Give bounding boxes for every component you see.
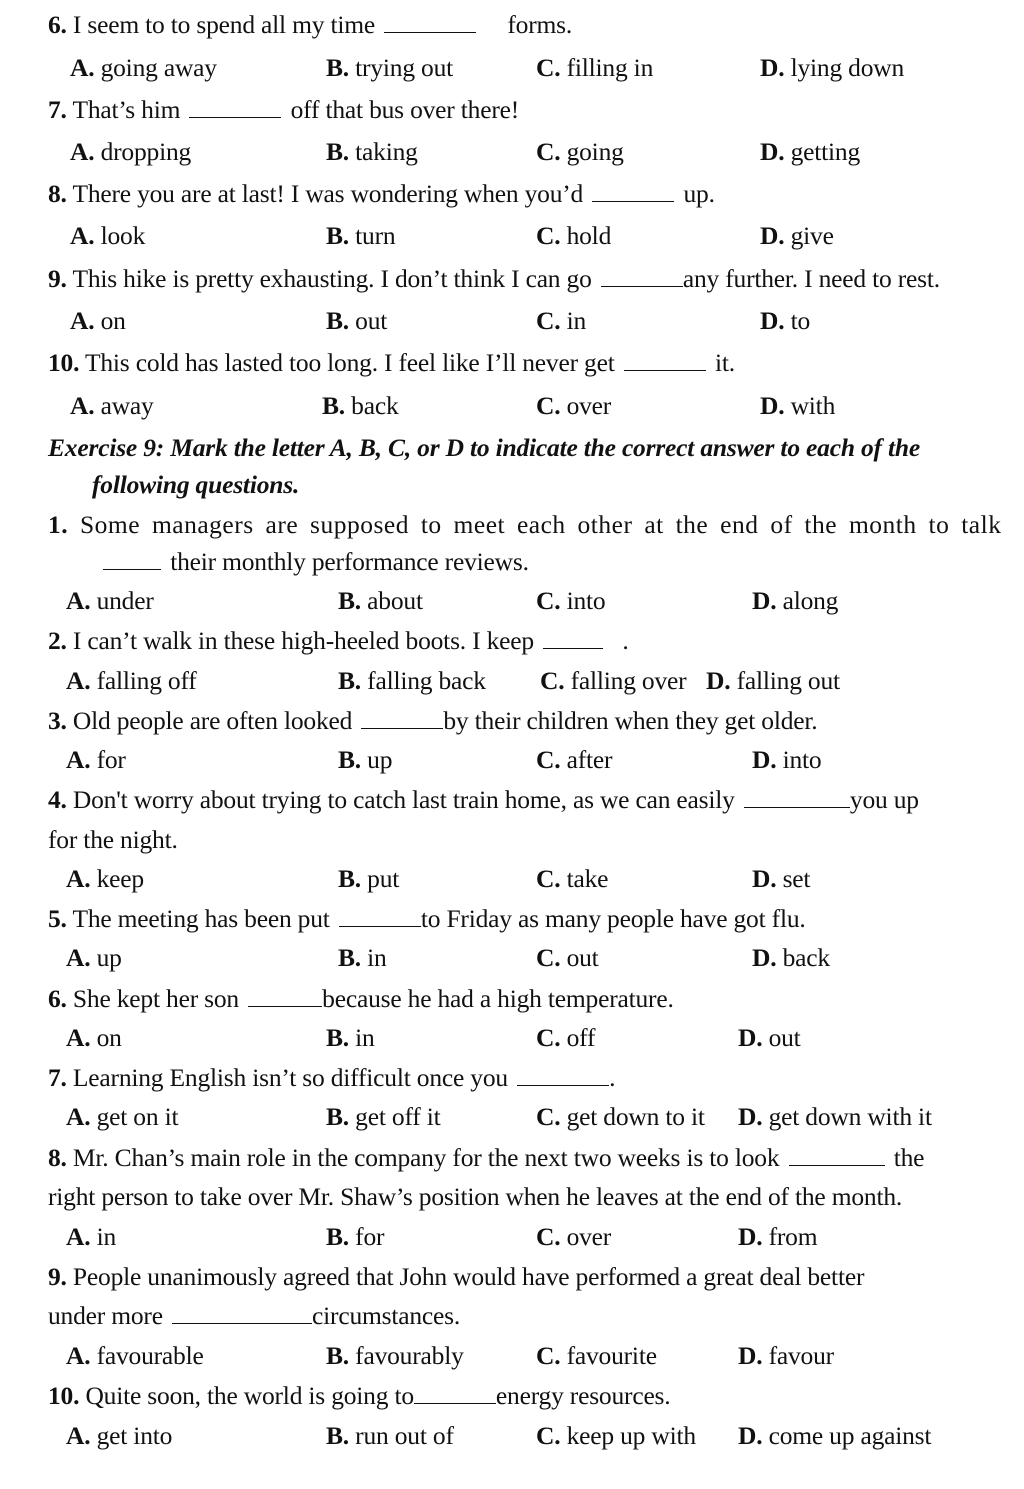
question-stem-line2: right person to take over Mr. Shaw’s position when he leaves at the end of the month. <box>48 1182 903 1211</box>
option-b[interactable]: B. favourably <box>326 1341 464 1370</box>
option-d[interactable]: D. back <box>752 943 830 972</box>
answer-blank[interactable] <box>414 1402 496 1404</box>
question-stem: 9. This hike is pretty exhausting. I don’t think I can go any further. I need to rest. <box>48 264 940 293</box>
answer-blank[interactable] <box>339 925 421 927</box>
question-stem: 7. Learning English isn’t so difficult once you . <box>48 1063 616 1092</box>
question-stem: 10. This cold has lasted too long. I feel like I’ll never get it. <box>48 348 735 377</box>
option-b[interactable]: B. for <box>326 1222 385 1251</box>
option-b[interactable]: B. in <box>326 1023 375 1052</box>
exercise-heading-line1: Exercise 9: Mark the letter A, B, C, or D to indicate the correct answer to each of the <box>48 433 920 462</box>
option-d[interactable]: D. set <box>752 864 811 893</box>
option-d[interactable]: D. come up against <box>738 1421 932 1450</box>
option-c[interactable]: C. falling over <box>540 666 687 695</box>
option-a[interactable]: A. up <box>66 943 122 972</box>
option-a[interactable]: A. in <box>66 1222 117 1251</box>
option-d[interactable]: D. out <box>738 1023 801 1052</box>
answer-blank[interactable] <box>592 200 674 202</box>
option-c[interactable]: C. hold <box>536 221 612 250</box>
question-stem: 5. The meeting has been put to Friday as many people have got flu. <box>48 904 806 933</box>
answer-blank[interactable] <box>103 568 161 570</box>
option-a[interactable]: A. get into <box>66 1421 173 1450</box>
option-d[interactable]: D. to <box>760 306 811 335</box>
option-c[interactable]: C. out <box>536 943 599 972</box>
question-stem: 8. Mr. Chan’s main role in the company for the next two weeks is to look the <box>48 1143 925 1172</box>
option-c[interactable]: C. keep up with <box>536 1421 696 1450</box>
option-d[interactable]: D. along <box>752 586 839 615</box>
answer-blank[interactable] <box>624 369 706 371</box>
question-stem: 1. Some managers are supposed to meet each other at the end of the month to talk <box>48 510 1002 539</box>
option-a[interactable]: A. dropping <box>70 137 192 166</box>
answer-blank[interactable] <box>172 1322 312 1324</box>
option-a[interactable]: A. under <box>66 586 154 615</box>
option-a[interactable]: A. on <box>70 306 126 335</box>
question-stem: 7. That’s him off that bus over there! <box>48 95 520 124</box>
option-c[interactable]: C. going <box>536 137 624 166</box>
option-a[interactable]: A. falling off <box>66 666 197 695</box>
exercise-heading-line2: following questions. <box>92 470 300 499</box>
option-a[interactable]: A. for <box>66 745 126 774</box>
option-c[interactable]: C. take <box>536 864 609 893</box>
option-d[interactable]: D. get down with it <box>738 1102 932 1131</box>
option-b[interactable]: B. run out of <box>326 1421 454 1450</box>
question-stem: 3. Old people are often looked by their children when they get older. <box>48 706 818 735</box>
option-b[interactable]: B. back <box>322 391 399 420</box>
option-b[interactable]: B. up <box>338 745 393 774</box>
question-stem: 6. I seem to to spend all my time forms. <box>48 10 573 39</box>
option-b[interactable]: B. turn <box>326 221 396 250</box>
option-c[interactable]: C. off <box>536 1023 596 1052</box>
option-c[interactable]: C. favourite <box>536 1341 657 1370</box>
question-stem-line2: their monthly performance reviews. <box>100 549 529 575</box>
question-stem-line2: for the night. <box>48 825 178 854</box>
option-d[interactable]: D. favour <box>738 1341 834 1370</box>
option-a[interactable]: A. get on it <box>66 1102 179 1131</box>
option-d[interactable]: D. give <box>760 221 834 250</box>
question-stem-line2: under more circumstances. <box>48 1301 461 1330</box>
option-a[interactable]: A. going away <box>70 53 217 82</box>
option-d[interactable]: D. lying down <box>760 53 905 82</box>
option-c[interactable]: C. in <box>536 306 587 335</box>
option-b[interactable]: B. in <box>338 943 387 972</box>
option-c[interactable]: C. into <box>536 586 606 615</box>
option-d[interactable]: D. getting <box>760 137 861 166</box>
option-c[interactable]: C. over <box>536 1222 612 1251</box>
option-b[interactable]: B. trying out <box>326 53 454 82</box>
option-b[interactable]: B. taking <box>326 137 418 166</box>
option-c[interactable]: C. get down to it <box>536 1102 705 1131</box>
question-stem: 4. Don't worry about trying to catch last train home, as we can easily you up <box>48 785 919 814</box>
option-c[interactable]: C. after <box>536 745 613 774</box>
option-a[interactable]: A. keep <box>66 864 144 893</box>
answer-blank[interactable] <box>248 1005 322 1007</box>
option-a[interactable]: A. favourable <box>66 1341 204 1370</box>
answer-blank[interactable] <box>361 727 443 729</box>
option-d[interactable]: D. from <box>738 1222 818 1251</box>
option-d[interactable]: D. into <box>752 745 822 774</box>
question-stem: 8. There you are at last! I was wondering when you’d up. <box>48 179 715 208</box>
option-b[interactable]: B. out <box>326 306 388 335</box>
question-stem: 10. Quite soon, the world is going to energy resources. <box>48 1381 671 1410</box>
option-a[interactable]: A. look <box>70 221 146 250</box>
option-a[interactable]: A. away <box>70 391 154 420</box>
option-b[interactable]: B. get off it <box>326 1102 441 1131</box>
answer-blank[interactable] <box>384 31 476 33</box>
question-stem: 6. She kept her son because he had a high temperature. <box>48 984 674 1013</box>
option-d[interactable]: D. with <box>760 391 836 420</box>
answer-blank[interactable] <box>543 647 603 649</box>
option-b[interactable]: B. falling back <box>338 666 486 695</box>
answer-blank[interactable] <box>517 1084 609 1086</box>
answer-blank[interactable] <box>601 285 683 287</box>
answer-blank[interactable] <box>789 1164 885 1166</box>
option-c[interactable]: C. filling in <box>536 53 654 82</box>
question-stem: 9. People unanimously agreed that John would have performed a great deal better <box>48 1262 865 1291</box>
option-d[interactable]: D. falling out <box>706 666 840 695</box>
option-b[interactable]: B. put <box>338 864 400 893</box>
question-stem: 2. I can’t walk in these high-heeled boots. I keep . <box>48 626 629 655</box>
option-c[interactable]: C. over <box>536 391 612 420</box>
option-a[interactable]: A. on <box>66 1023 122 1052</box>
option-b[interactable]: B. about <box>338 586 423 615</box>
answer-blank[interactable] <box>189 116 281 118</box>
answer-blank[interactable] <box>744 806 850 808</box>
